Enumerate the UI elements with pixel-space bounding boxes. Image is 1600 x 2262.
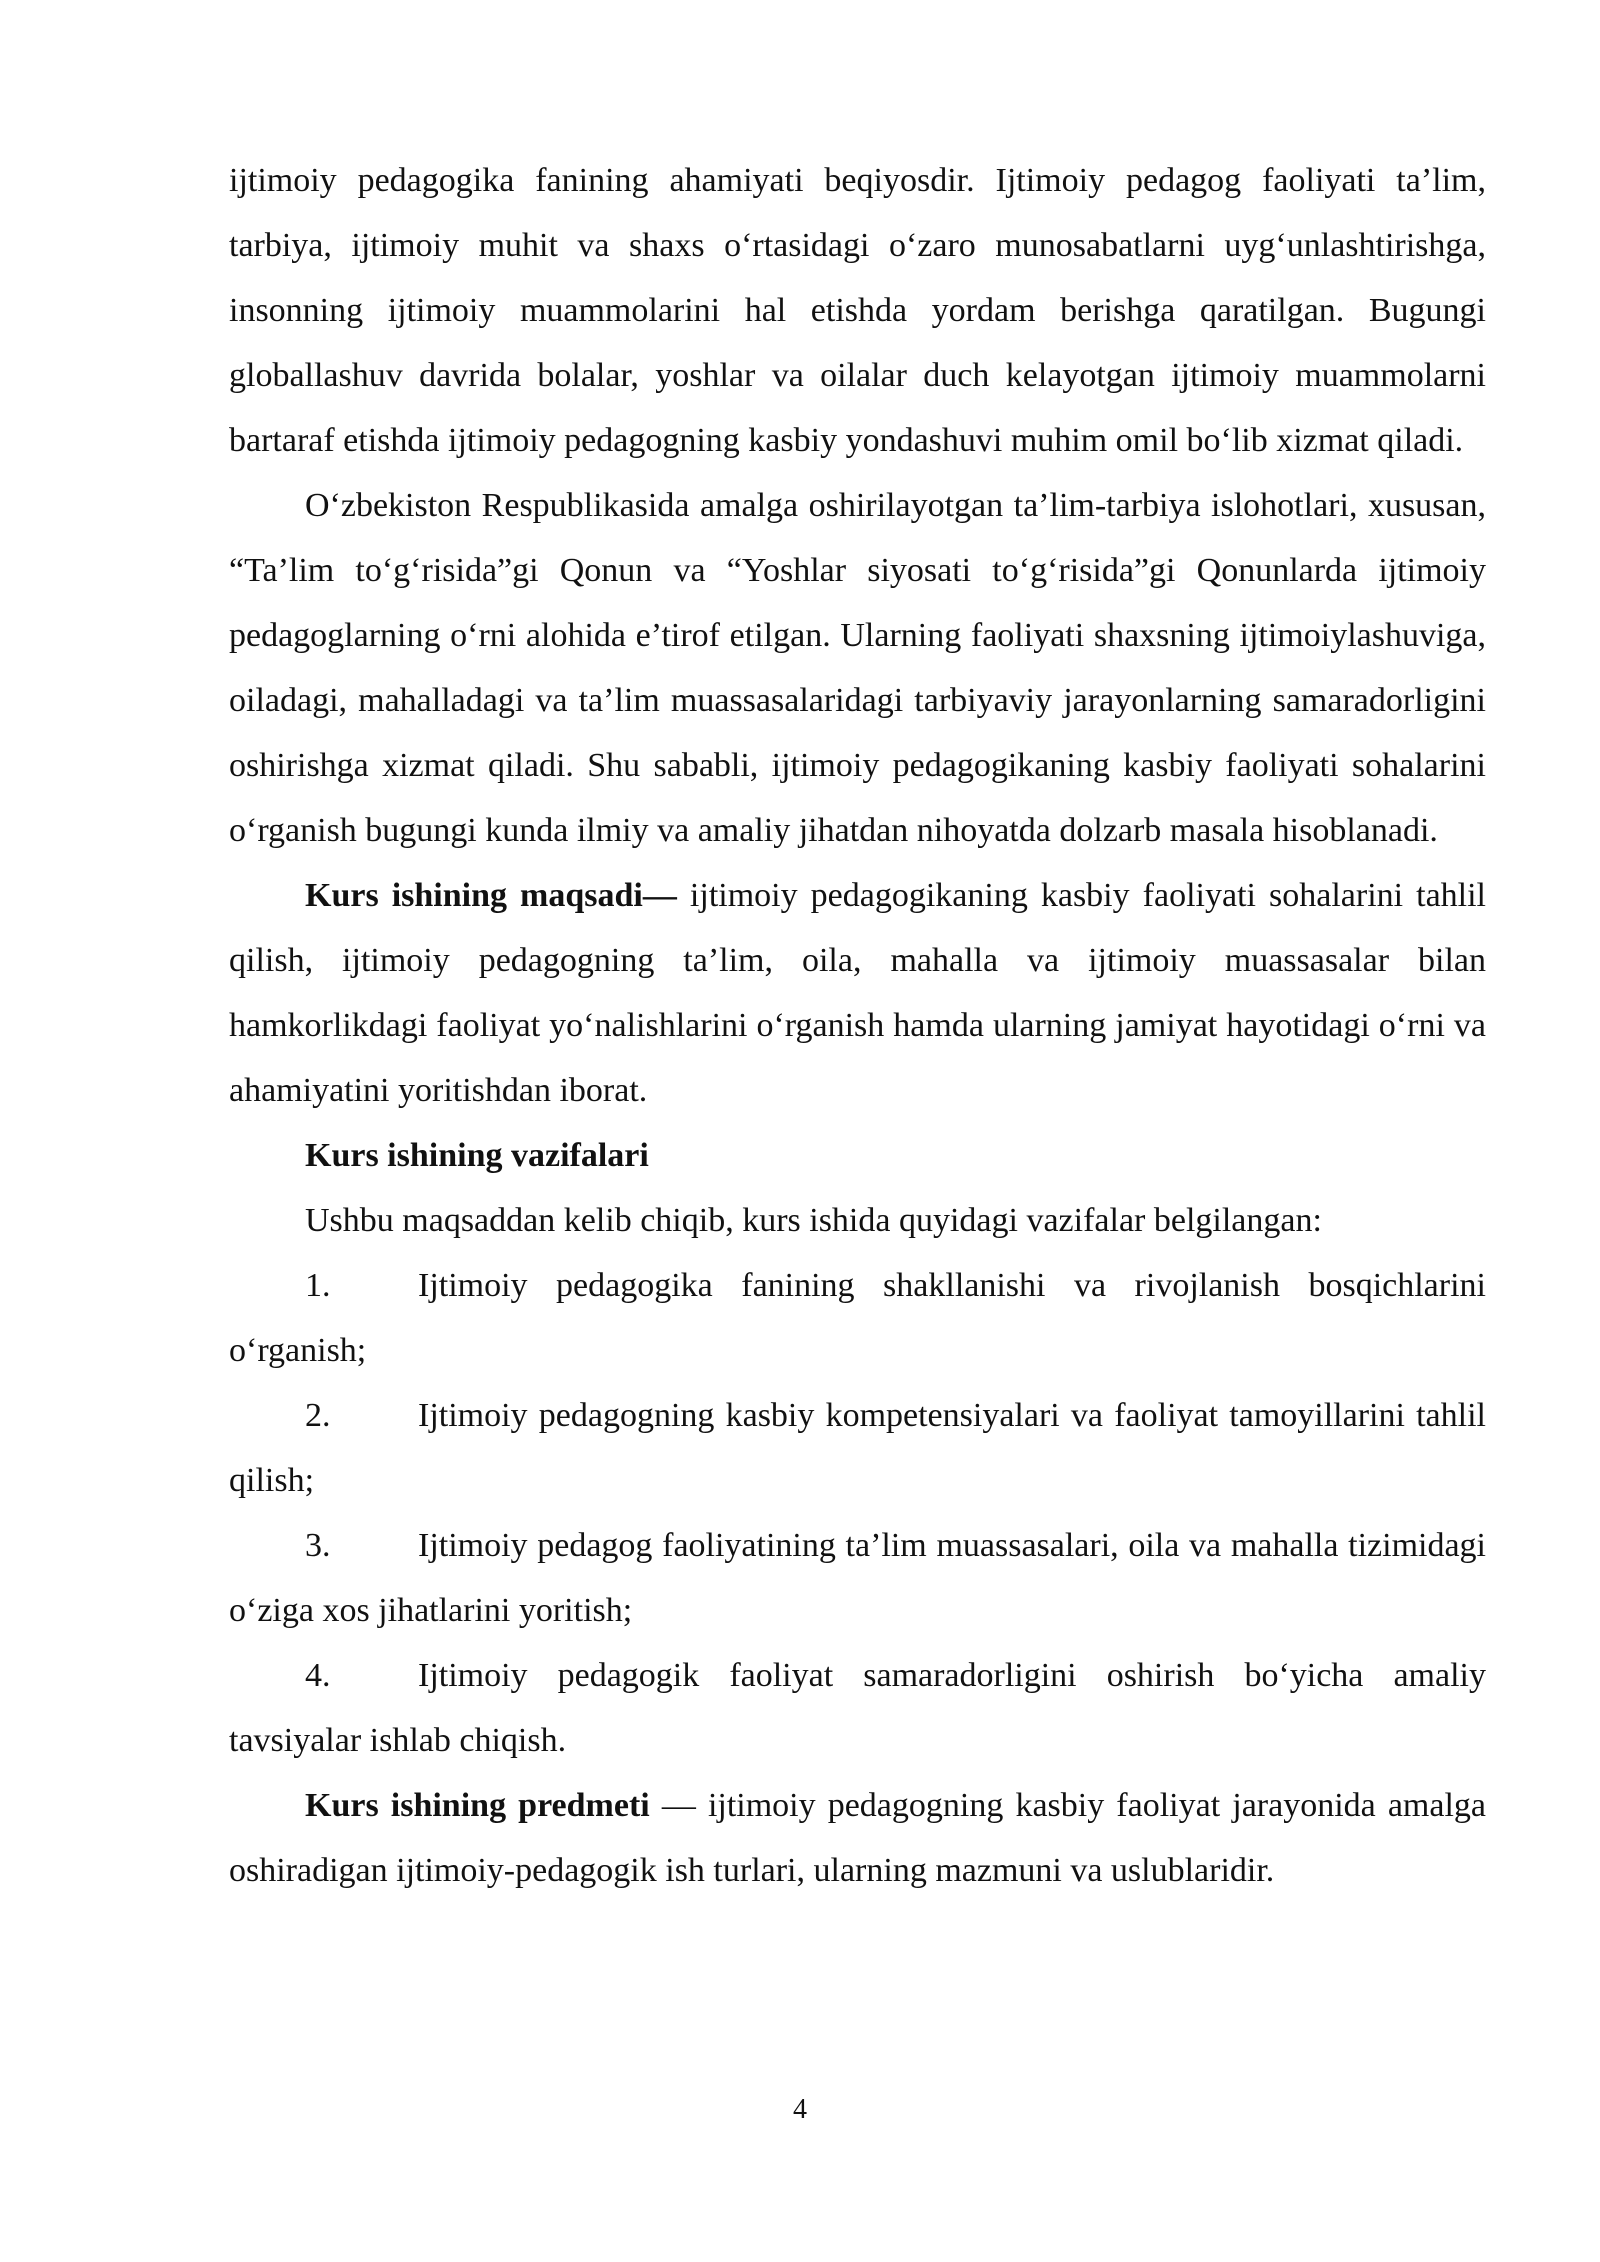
course-goal-text: ijtimoiy pedagogikaning kasbiy faoliyati sohalarini tahlil qilish, ijtimoiy pedagogning ta’lim, oila, mahalla va ijtimoiy muassasalar bilan hamkorlikdagi faoliyat yo‘nalishlarini o‘rganish hamda ularning jamiyat hayotidagi o‘rni va ahamiyatini yoritishdan iborat. <box>229 877 1486 1109</box>
task-item-4 <box>229 1643 1486 1773</box>
task-number: 4. <box>305 1657 331 1694</box>
paragraph-course-goal <box>229 863 1486 1123</box>
paragraph-course-subject <box>229 1773 1486 1903</box>
paragraph-intro-continued: ijtimoiy pedagogika fanining ahamiyati beqiyosdir. Ijtimoiy pedagog faoliyati ta’lim, tarbiya, ijtimoiy muhit va shaxs o‘rtasidagi o‘zaro munosabatlarni uyg‘unlashtirishga, insonning ijtimoiy muammolarini hal etishda yordam berishga qaratilgan. Bugungi globallashuv davrida bolalar, yoshlar va oilalar duch kelayotgan ijtimoiy muammolarni bartaraf etishda ijtimoiy pedagogning kasbiy yondashuvi muhim omil bo‘lib xizmat qiladi. <box>229 162 1486 459</box>
task-item-1 <box>229 1253 1486 1383</box>
task-text: Ijtimoiy pedagogika fanining shakllanishi va rivojlanish bosqichlarini o‘rganish; <box>229 1267 1486 1369</box>
document-page <box>229 148 1486 1903</box>
tasks-intro: Ushbu maqsaddan kelib chiqib, kurs ishida quyidagi vazifalar belgilangan: <box>305 1202 1322 1239</box>
paragraph-legislation: O‘zbekiston Respublikasida amalga oshirilayotgan ta’lim-tarbiya islohotlari, xususan, “Ta’lim to‘g‘risida”gi Qonun va “Yoshlar siyosati to‘g‘risida”gi Qonunlarda ijtimoiy pedagoglarning o‘rni alohida e’tirof etilgan. Ularning faoliyati shaxsning ijtimoiylashuviga, oiladagi, mahalladagi va ta’lim muassasalaridagi tarbiyaviy jarayonlarning samaradorligini oshirishga xizmat qiladi. Shu sababli, ijtimoiy pedagogikaning kasbiy faoliyati sohalarini o‘rganish bugungi kunda ilmiy va amaliy jihatdan nihoyatda dolzarb masala hisoblanadi. <box>229 487 1486 849</box>
page-number: 4 <box>793 2094 807 2125</box>
task-text: Ijtimoiy pedagog faoliyatining ta’lim muassasalari, oila va mahalla tizimidagi o‘ziga xos jihatlarini yoritish; <box>229 1527 1486 1629</box>
task-text: Ijtimoiy pedagogik faoliyat samaradorligini oshirish bo‘yicha amaliy tavsiyalar ishlab chiqish. <box>229 1657 1486 1759</box>
task-number: 2. <box>305 1397 331 1434</box>
course-subject-label: Kurs ishining predmeti <box>305 1787 650 1824</box>
task-item-2 <box>229 1383 1486 1513</box>
task-item-3 <box>229 1513 1486 1643</box>
task-text: Ijtimoiy pedagogning kasbiy kompetensiyalari va faoliyat tamoyillarini tahlil qilish; <box>229 1397 1486 1499</box>
task-number: 1. <box>305 1267 331 1304</box>
tasks-heading: Kurs ishining vazifalari <box>305 1137 649 1174</box>
course-subject-text: — ijtimoiy pedagogning kasbiy faoliyat jarayonida amalga oshiradigan ijtimoiy-pedagogik ish turlari, ularning mazmuni va uslublaridir. <box>229 1787 1486 1889</box>
course-goal-label: Kurs ishining maqsadi— <box>305 877 677 914</box>
task-number: 3. <box>305 1527 331 1564</box>
